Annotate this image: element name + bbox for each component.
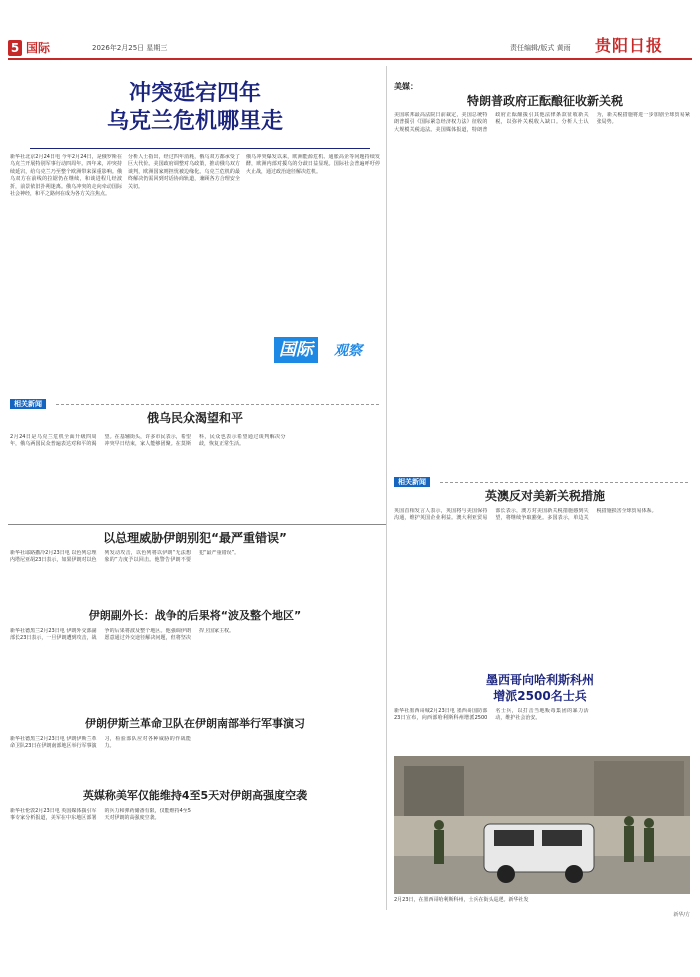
us-tariff-body: 美国联邦最高法院日前裁定，美国总统特朗普援引《国际紧急经济权力法》征收的大规模关税违法。美国媒体报道，特朗普政府正酝酿援引其他法律条款征收新关税，以弥补关税收入缺口。分析人士认为，新关税措施将进一步加剧全球贸易紧张局势。 bbox=[394, 112, 690, 133]
ukraine-body-col3: 俄乌冲突爆发以来，欧洲能源危机、通胀高企等问题持续发酵，欧洲内部对援乌的分歧日益显现。国际社会普遍呼吁停火止战，通过政治途径解决危机。 bbox=[246, 154, 380, 175]
irgc-body: 新华社德黑兰2月23日电 伊朗伊斯兰革命卫队23日在伊朗南部地区举行军事演习，检验部队应对各种威胁的作战能力。 bbox=[10, 736, 191, 750]
ukraine-headline-line1: 冲突延宕四年 bbox=[128, 81, 261, 106]
column-tag-2: 观察 bbox=[334, 343, 362, 359]
airstrike-headline: 英媒称美军仅能维持4至5天对伊朗高强度空袭 bbox=[82, 789, 308, 802]
mexico-headline-line2: 增派2500名士兵 bbox=[493, 689, 587, 703]
russia-peace-headline: 俄乌民众渴望和平 bbox=[146, 411, 243, 425]
us-tariff-subtitle: 美媒： bbox=[394, 82, 418, 91]
dashed-rule-1 bbox=[56, 404, 380, 405]
mexico-credit: 新华/方 bbox=[673, 912, 690, 918]
street-scene-image bbox=[394, 756, 690, 894]
iran-fm-body: 新华社德黑兰2月23日电 伊朗外交部副部长23日表示，一旦伊朗遭到攻击，战争的后果将波及整个地区。他强调伊朗愿意通过外交途径解决问题，但将坚决捍卫国家主权。 bbox=[10, 628, 235, 642]
top-rule bbox=[8, 58, 692, 60]
column-divider bbox=[386, 66, 387, 910]
iran-fm-headline: 伊朗副外长：战争的后果将“波及整个地区” bbox=[88, 609, 302, 622]
related-news-tag-1: 相关新闻 bbox=[10, 399, 46, 409]
uk-tariff-body: 英国首相发言人表示，英国将与美国保持沟通，维护英国企业利益。澳大利亚贸易部长表示，澳方对美国新关税措施感到失望，将继续争取豁免。多国表示，单边关税措施损害全球贸易体系。 bbox=[394, 508, 657, 522]
section-divider bbox=[8, 524, 386, 525]
israel-headline: 以总理威胁伊朗别犯“最严重错误” bbox=[103, 531, 287, 545]
dashed-rule-2 bbox=[440, 482, 690, 483]
related-news-tag-2: 相关新闻 bbox=[394, 477, 430, 487]
uk-tariff-headline: 英澳反对美新关税措施 bbox=[484, 489, 605, 503]
ukraine-headline-line2: 乌克兰危机哪里走 bbox=[106, 109, 283, 134]
israel-body: 新华社耶路撒冷2月23日电 以色列总理内塔尼亚胡23日表示，如果伊朗对以色列发动攻击，以色列将以伊朗“无法想象的”力度予以回击。他警告伊朗不要犯“最严重错误”。 bbox=[10, 550, 240, 564]
mexico-photo-caption: 2月23日，在墨西哥哈利斯科州，士兵在街头巡逻。新华社发 bbox=[394, 897, 529, 903]
ukraine-body-col1: 新华社北京2月24日电 今年2月24日，是俄罗斯在乌克兰开展特别军事行动四周年。四年来，冲突持续延宕，给乌克兰乃至整个欧洲带来深重影响。俄乌双方在前线的拉锯仍在继续，和谈进程几经波折，前景依旧扑朔迷离。俄乌冲突的走向牵动国际社会神经，和平之路何在成为各方关注焦点。 bbox=[10, 154, 122, 198]
headline-underline bbox=[30, 148, 370, 149]
irgc-headline: 伊朗伊斯兰革命卫队在伊朗南部举行军事演习 bbox=[85, 717, 305, 730]
ukraine-body-col2: 分析人士指出，经过四年消耗，俄乌双方都承受了巨大代价。美国政府调整对乌政策，推动俄乌双方谈判，欧洲国家则担忧被边缘化。乌克兰危机的最终解决仍需回到对话协商轨道，兼顾各方合理安全关切。 bbox=[128, 154, 240, 190]
airstrike-body: 新华社伦敦2月23日电 英国媒体援引军事专家分析报道，美军在中东地区部署的兵力和弹药储备有限，仅能维持4至5天对伊朗的高强度空袭。 bbox=[10, 808, 191, 822]
page-number: 5 bbox=[8, 40, 22, 56]
section-title: 国际 bbox=[26, 41, 51, 55]
mexico-body: 新华社墨西哥城2月23日电 墨西哥国防部23日宣布，向西部哈利斯科州增派2500名士兵，以打击当地贩毒集团的暴力活动，维护社会治安。 bbox=[394, 708, 589, 722]
mexico-photo bbox=[394, 756, 690, 894]
issue-date: 2026年2月25日 星期三 bbox=[92, 44, 168, 52]
mexico-headline-line1: 墨西哥向哈利斯科州 bbox=[485, 673, 594, 687]
international-observation-badge bbox=[274, 337, 378, 365]
masthead-logo: 贵阳日报 bbox=[595, 36, 664, 55]
russia-peace-body: 2月24日是乌克兰危机全面升级四周年，俄乌两国民众普遍表达对和平的渴望。在基辅街头，许多市民表示，希望冲突早日结束，家人能够团聚。在莫斯科，民众也表示希望通过谈判解决分歧，恢复正常生活。 bbox=[10, 434, 286, 448]
column-tag: 国际 bbox=[274, 337, 318, 363]
us-tariff-headline: 特朗普政府正酝酿征收新关税 bbox=[466, 94, 623, 108]
editor-credit: 责任编辑/版式 黄雨 bbox=[510, 44, 571, 52]
